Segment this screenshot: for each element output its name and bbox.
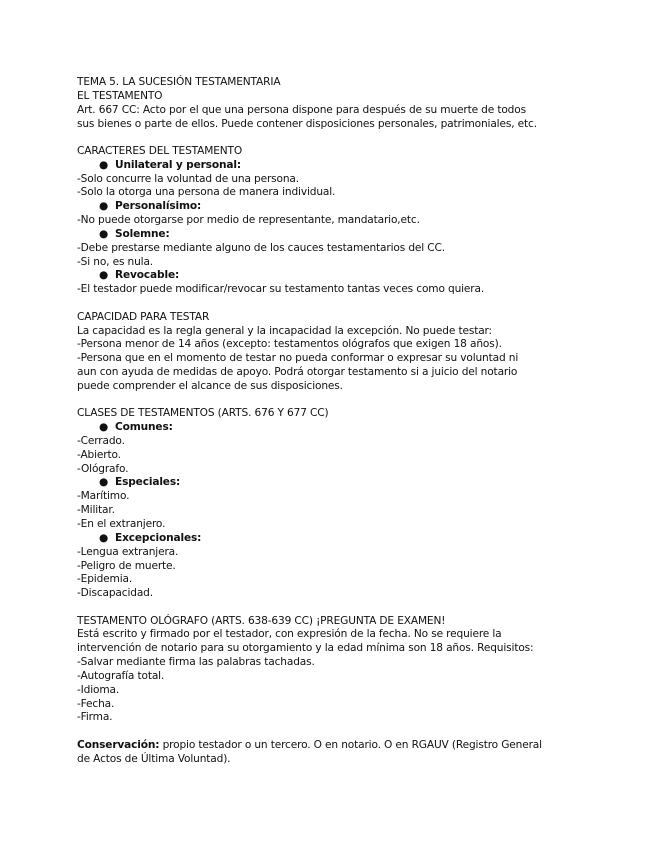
section-heading-testamento: EL TESTAMENTO	[77, 89, 163, 102]
list-line: -El testador puede modificar/revocar su testamento tantas veces como quiera.	[77, 283, 485, 296]
bullet-item	[77, 421, 585, 435]
list-line: -Ológrafo.	[77, 462, 129, 475]
section-heading-clases: CLASES DE TESTAMENTOS (ARTS. 676 Y 677 CC)	[77, 407, 329, 420]
list-line: -No puede otorgarse por medio de representante, mandatario,etc.	[77, 214, 420, 227]
list-line: -Firma.	[77, 711, 113, 724]
paragraph-line: Art. 667 CC: Acto por el que una persona dispone para después de su muerte de todos	[77, 103, 526, 116]
paragraph-line: de Actos de Última Voluntad).	[77, 752, 231, 765]
paragraph-line: intervención de notario para su otorgamiento y la edad mínima son 18 años. Requisitos:	[77, 642, 534, 655]
section-capacidad	[77, 311, 585, 394]
list-line: -Militar.	[77, 504, 115, 517]
document-title: TEMA 5. LA SUCESIÓN TESTAMENTARIA	[77, 76, 281, 88]
bullet-label: Solemne:	[115, 227, 170, 240]
section-olografo	[77, 615, 585, 726]
bullet-label: Unilateral y personal:	[115, 158, 241, 171]
list-line: -Abierto.	[77, 448, 121, 461]
list-line: -Si no, es nula.	[77, 255, 154, 268]
paragraph-line: aun con ayuda de medidas de apoyo. Podrá otorgar testamento si a juicio del notario	[77, 366, 518, 379]
paragraph-line: sus bienes o parte de ellos. Puede contener disposiciones personales, patrimoniales, etc.	[77, 117, 537, 130]
bullet-dot-icon: ●	[99, 227, 109, 240]
section-heading-caracteres: CARACTERES DEL TESTAMENTO	[77, 144, 243, 157]
paragraph-line: Está escrito y firmado por el testador, con expresión de la fecha. No se requiere la	[77, 628, 502, 641]
conservacion-text: propio testador o un tercero. O en notario. O en RGAUV (Registro General	[159, 738, 542, 751]
bullet-item	[77, 269, 585, 283]
list-line: -Solo concurre la voluntad de una persona.	[77, 172, 299, 185]
paragraph-line: puede comprender el alcance de sus disposiciones.	[77, 379, 343, 392]
bullet-label: Especiales:	[115, 476, 181, 489]
section-clases	[77, 407, 585, 601]
bullet-dot-icon: ●	[99, 158, 109, 171]
list-line: -Cerrado.	[77, 434, 125, 447]
list-line: -Idioma.	[77, 683, 120, 696]
bullet-dot-icon: ●	[99, 476, 109, 489]
bullet-label: Personalísimo:	[115, 200, 202, 213]
bullet-label: Excepcionales:	[115, 531, 202, 544]
bullet-dot-icon: ●	[99, 269, 109, 282]
list-line: -En el extranjero.	[77, 517, 166, 530]
paragraph-line: -Persona menor de 14 años (excepto: testamentos ológrafos que exigen 18 años).	[77, 338, 502, 351]
list-line: -Discapacidad.	[77, 587, 153, 600]
bullet-item	[77, 228, 585, 242]
list-line: -Solo la otorga una persona de manera individual.	[77, 186, 336, 199]
bullet-item	[77, 476, 585, 490]
bullet-dot-icon: ●	[99, 421, 109, 434]
section-heading-capacidad: CAPACIDAD PARA TESTAR	[77, 310, 210, 323]
bullet-item	[77, 159, 585, 173]
list-line: -Peligro de muerte.	[77, 559, 176, 572]
conservacion-label: Conservación:	[77, 738, 160, 751]
bullet-dot-icon: ●	[99, 531, 109, 544]
bullet-label: Revocable:	[115, 269, 180, 282]
section-heading-olografo: TESTAMENTO OLÓGRAFO (ARTS. 638-639 CC) ¡PREGUNTA DE EXAMEN!	[77, 614, 446, 627]
bullet-label: Comunes:	[115, 421, 173, 434]
list-line: -Marítimo.	[77, 490, 130, 503]
bullet-item	[77, 532, 585, 546]
list-line: -Fecha.	[77, 697, 115, 710]
paragraph-line: La capacidad es la regla general y la incapacidad la excepción. No puede testar:	[77, 324, 492, 337]
section-conservacion	[77, 739, 585, 767]
list-line: -Salvar mediante firma las palabras tachadas.	[77, 656, 315, 669]
section-caracteres	[77, 145, 585, 297]
bullet-dot-icon: ●	[99, 200, 109, 213]
conservacion-line	[77, 739, 585, 753]
bullet-item	[77, 200, 585, 214]
list-line: -Debe prestarse mediante alguno de los cauces testamentarios del CC.	[77, 241, 445, 254]
list-line: -Autografía total.	[77, 669, 165, 682]
section-tema	[77, 76, 585, 131]
list-line: -Epidemia.	[77, 573, 133, 586]
list-line: -Lengua extranjera.	[77, 545, 179, 558]
paragraph-line: -Persona que en el momento de testar no pueda conformar o expresar su voluntad ni	[77, 352, 519, 365]
